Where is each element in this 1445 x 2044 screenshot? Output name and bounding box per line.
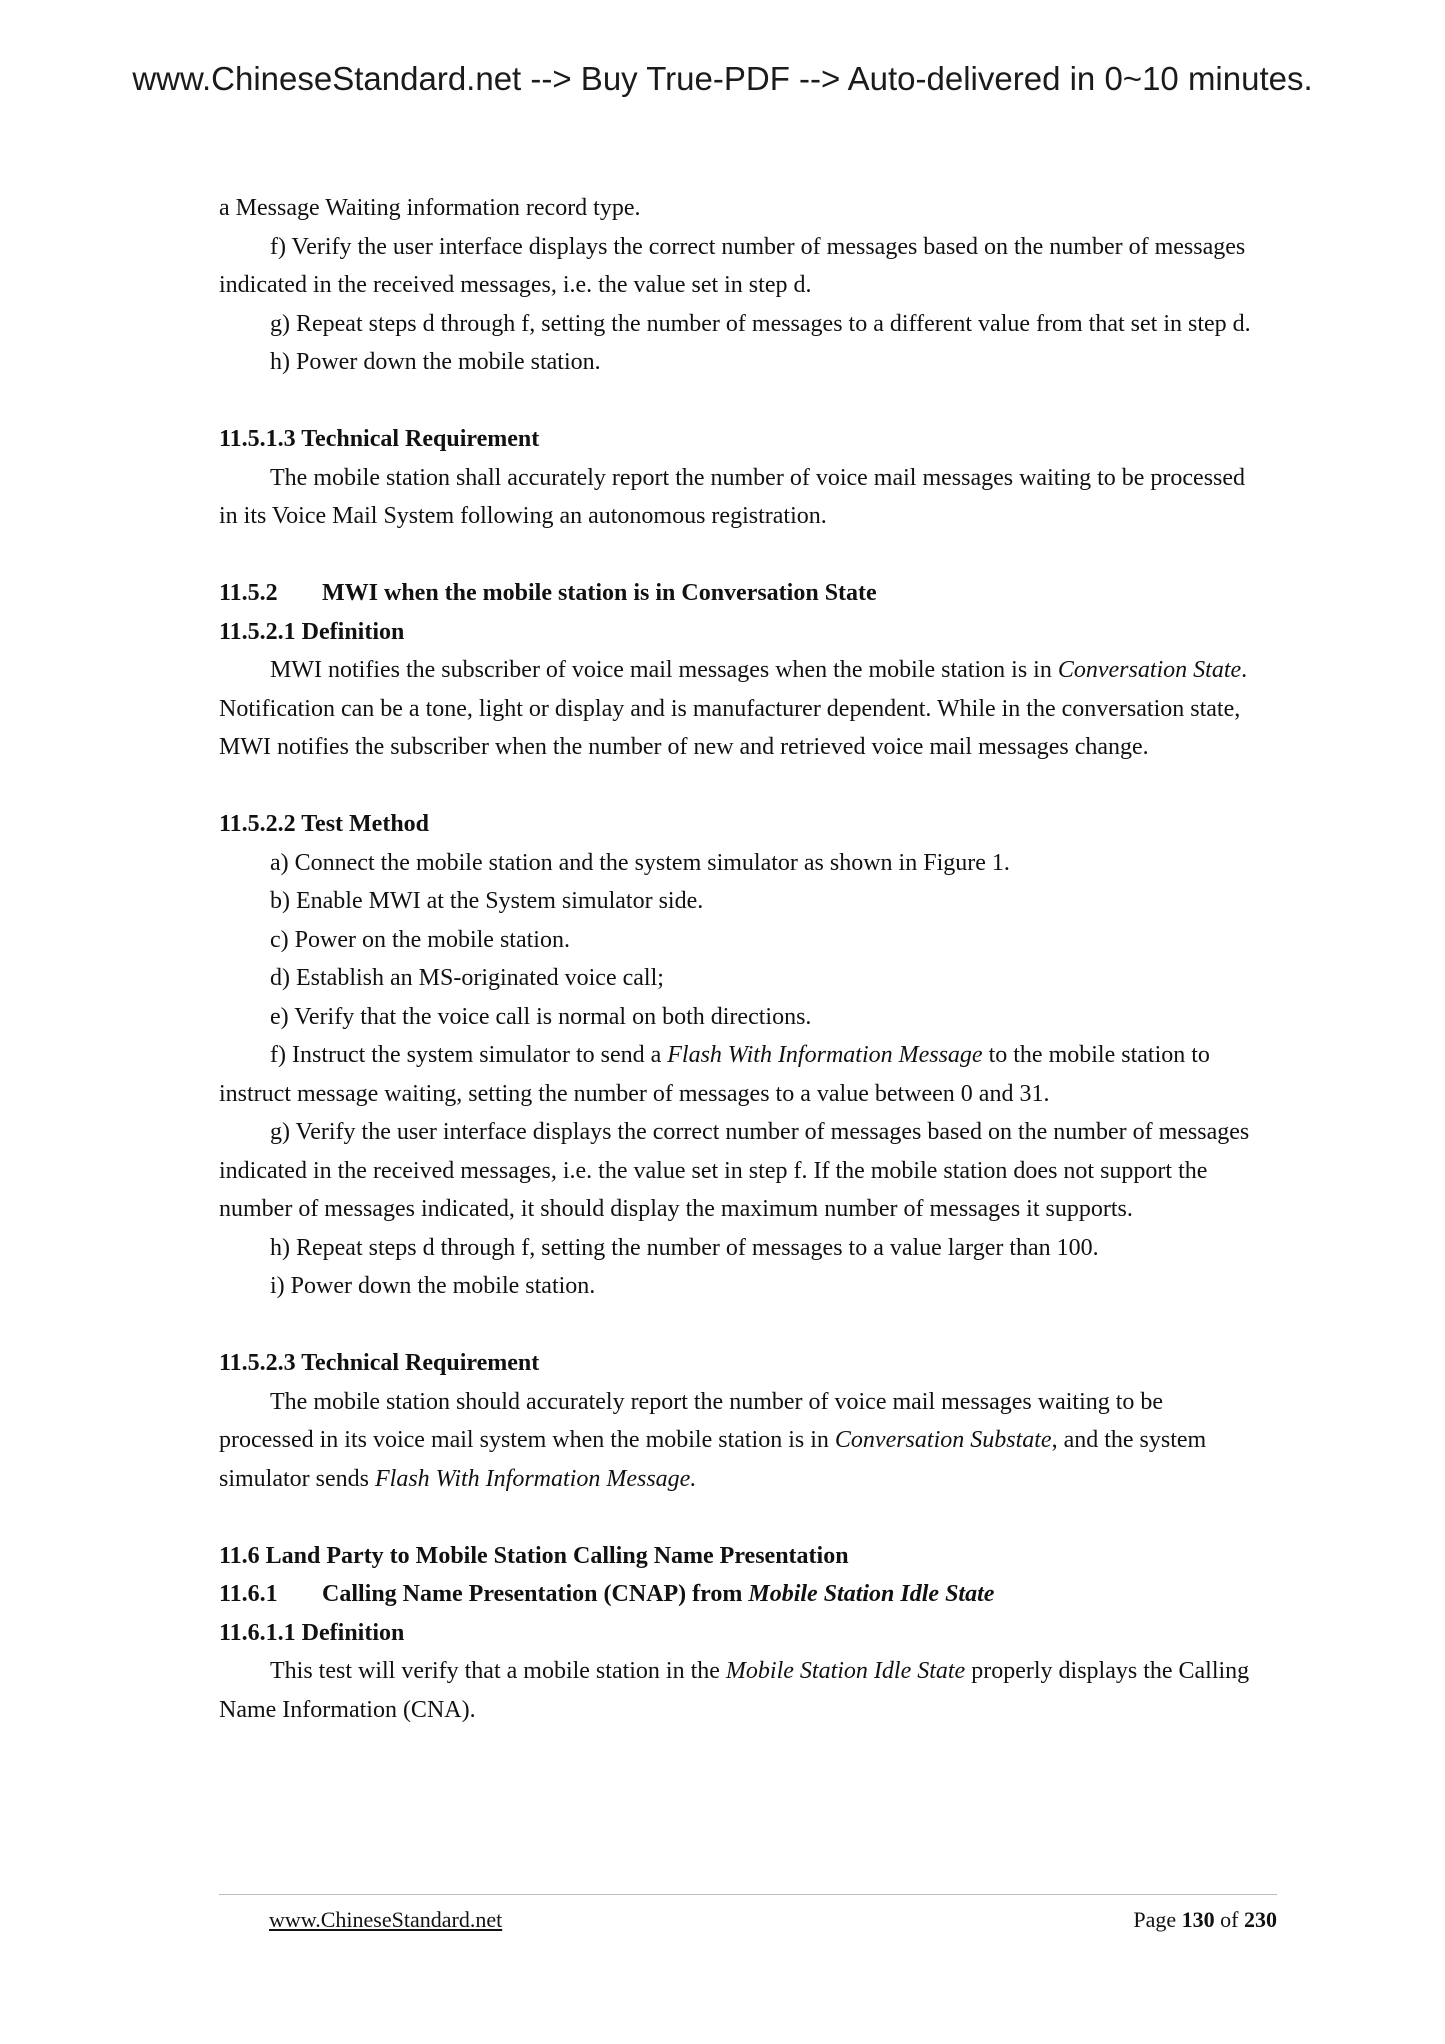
heading-11-6: 11.6 Land Party to Mobile Station Calling Name Presentation (219, 1542, 849, 1569)
heading-11-5-2-3: 11.5.2.3 Technical Requirement (219, 1350, 540, 1376)
technical-requirement-text-2: The mobile station should accurately report the number of voice mail messages waiting to be processed in its voice mail system when the mobile station is in Conversation Substate, and the system simulator sends Flash With Information Message. (219, 1388, 1207, 1492)
header-banner[interactable]: www.ChineseStandard.net --> Buy True-PDF --> Auto-delivered in 0~10 minutes. (132, 60, 1313, 97)
paragraph-continuation: a Message Waiting information record type. (219, 195, 641, 221)
heading-11-6-1-1: 11.6.1.1 Definition (219, 1619, 405, 1646)
technical-requirement-text: The mobile station shall accurately report the number of voice mail messages waiting to be processed in its Voice Mail System following an autonomous registration. (219, 464, 1246, 529)
step-f-verify: f) Verify the user interface displays the correct number of messages based on the number of messages indicated in the received messages, i.e. the value set in step d. (219, 233, 1246, 298)
heading-11-5-2-2: 11.5.2.2 Test Method (219, 811, 430, 837)
footer-divider (219, 1894, 1277, 1895)
step-d: d) Establish an MS-originated voice call; (270, 965, 664, 991)
step-e: e) Verify that the voice call is normal on both directions. (270, 1003, 812, 1030)
section-title: MWI when the mobile station is in Conversation State (322, 580, 877, 606)
step-i: i) Power down the mobile station. (270, 1273, 596, 1299)
definition-text-2: This test will verify that a mobile station in the Mobile Station Idle State properly displays the Calling Name Information (CNA). (219, 1658, 1250, 1723)
definition-text: MWI notifies the subscriber of voice mail messages when the mobile station is in Conversation State. Notification can be a tone, light or display and is manufacturer dependent. While in the conversation state, MWI notifies the subscriber when the number of new and retrieved voice mail messages change. (219, 657, 1248, 760)
heading-11-5-1-3: 11.5.1.3 Technical Requirement (219, 426, 540, 452)
document-body (219, 189, 1259, 1729)
step-f: f) Instruct the system simulator to send a Flash With Information Message to the mobile station to instruct message waiting, setting the number of messages to a value between 0 and 31. (219, 1042, 1210, 1107)
section-title-italic: Mobile Station Idle State (748, 1581, 995, 1607)
footer-link[interactable]: www.ChineseStandard.net (269, 1907, 503, 1932)
step-c: c) Power on the mobile station. (270, 926, 570, 953)
step-h: h) Repeat steps d through f, setting the number of messages to a value larger than 100. (270, 1234, 1099, 1261)
section-number: 11.5.2 (219, 580, 278, 606)
step-b: b) Enable MWI at the System simulator side. (270, 888, 704, 914)
step-a: a) Connect the mobile station and the system simulator as shown in Figure 1. (270, 849, 1010, 876)
page-number: Page 130 of 230 (1133, 1907, 1277, 1932)
heading-11-5-2 (219, 574, 1259, 613)
step-g: g) Verify the user interface displays the correct number of messages based on the number of messages indicated in the received messages, i.e. the value set in step f. If the mobile station does not support the number of messages indicated, it should display the maximum number of messages it supports. (219, 1119, 1250, 1222)
heading-11-5-2-1: 11.5.2.1 Definition (219, 618, 405, 645)
step-g-repeat: g) Repeat steps d through f, setting the number of messages to a different value from that set in step d. (270, 310, 1251, 337)
heading-11-6-1 (219, 1575, 1259, 1614)
step-h-power-down: h) Power down the mobile station. (270, 349, 601, 375)
section-number: 11.6.1 (219, 1581, 278, 1607)
page-footer (269, 1906, 1277, 1934)
section-title: Calling Name Presentation (CNAP) from (322, 1581, 749, 1607)
